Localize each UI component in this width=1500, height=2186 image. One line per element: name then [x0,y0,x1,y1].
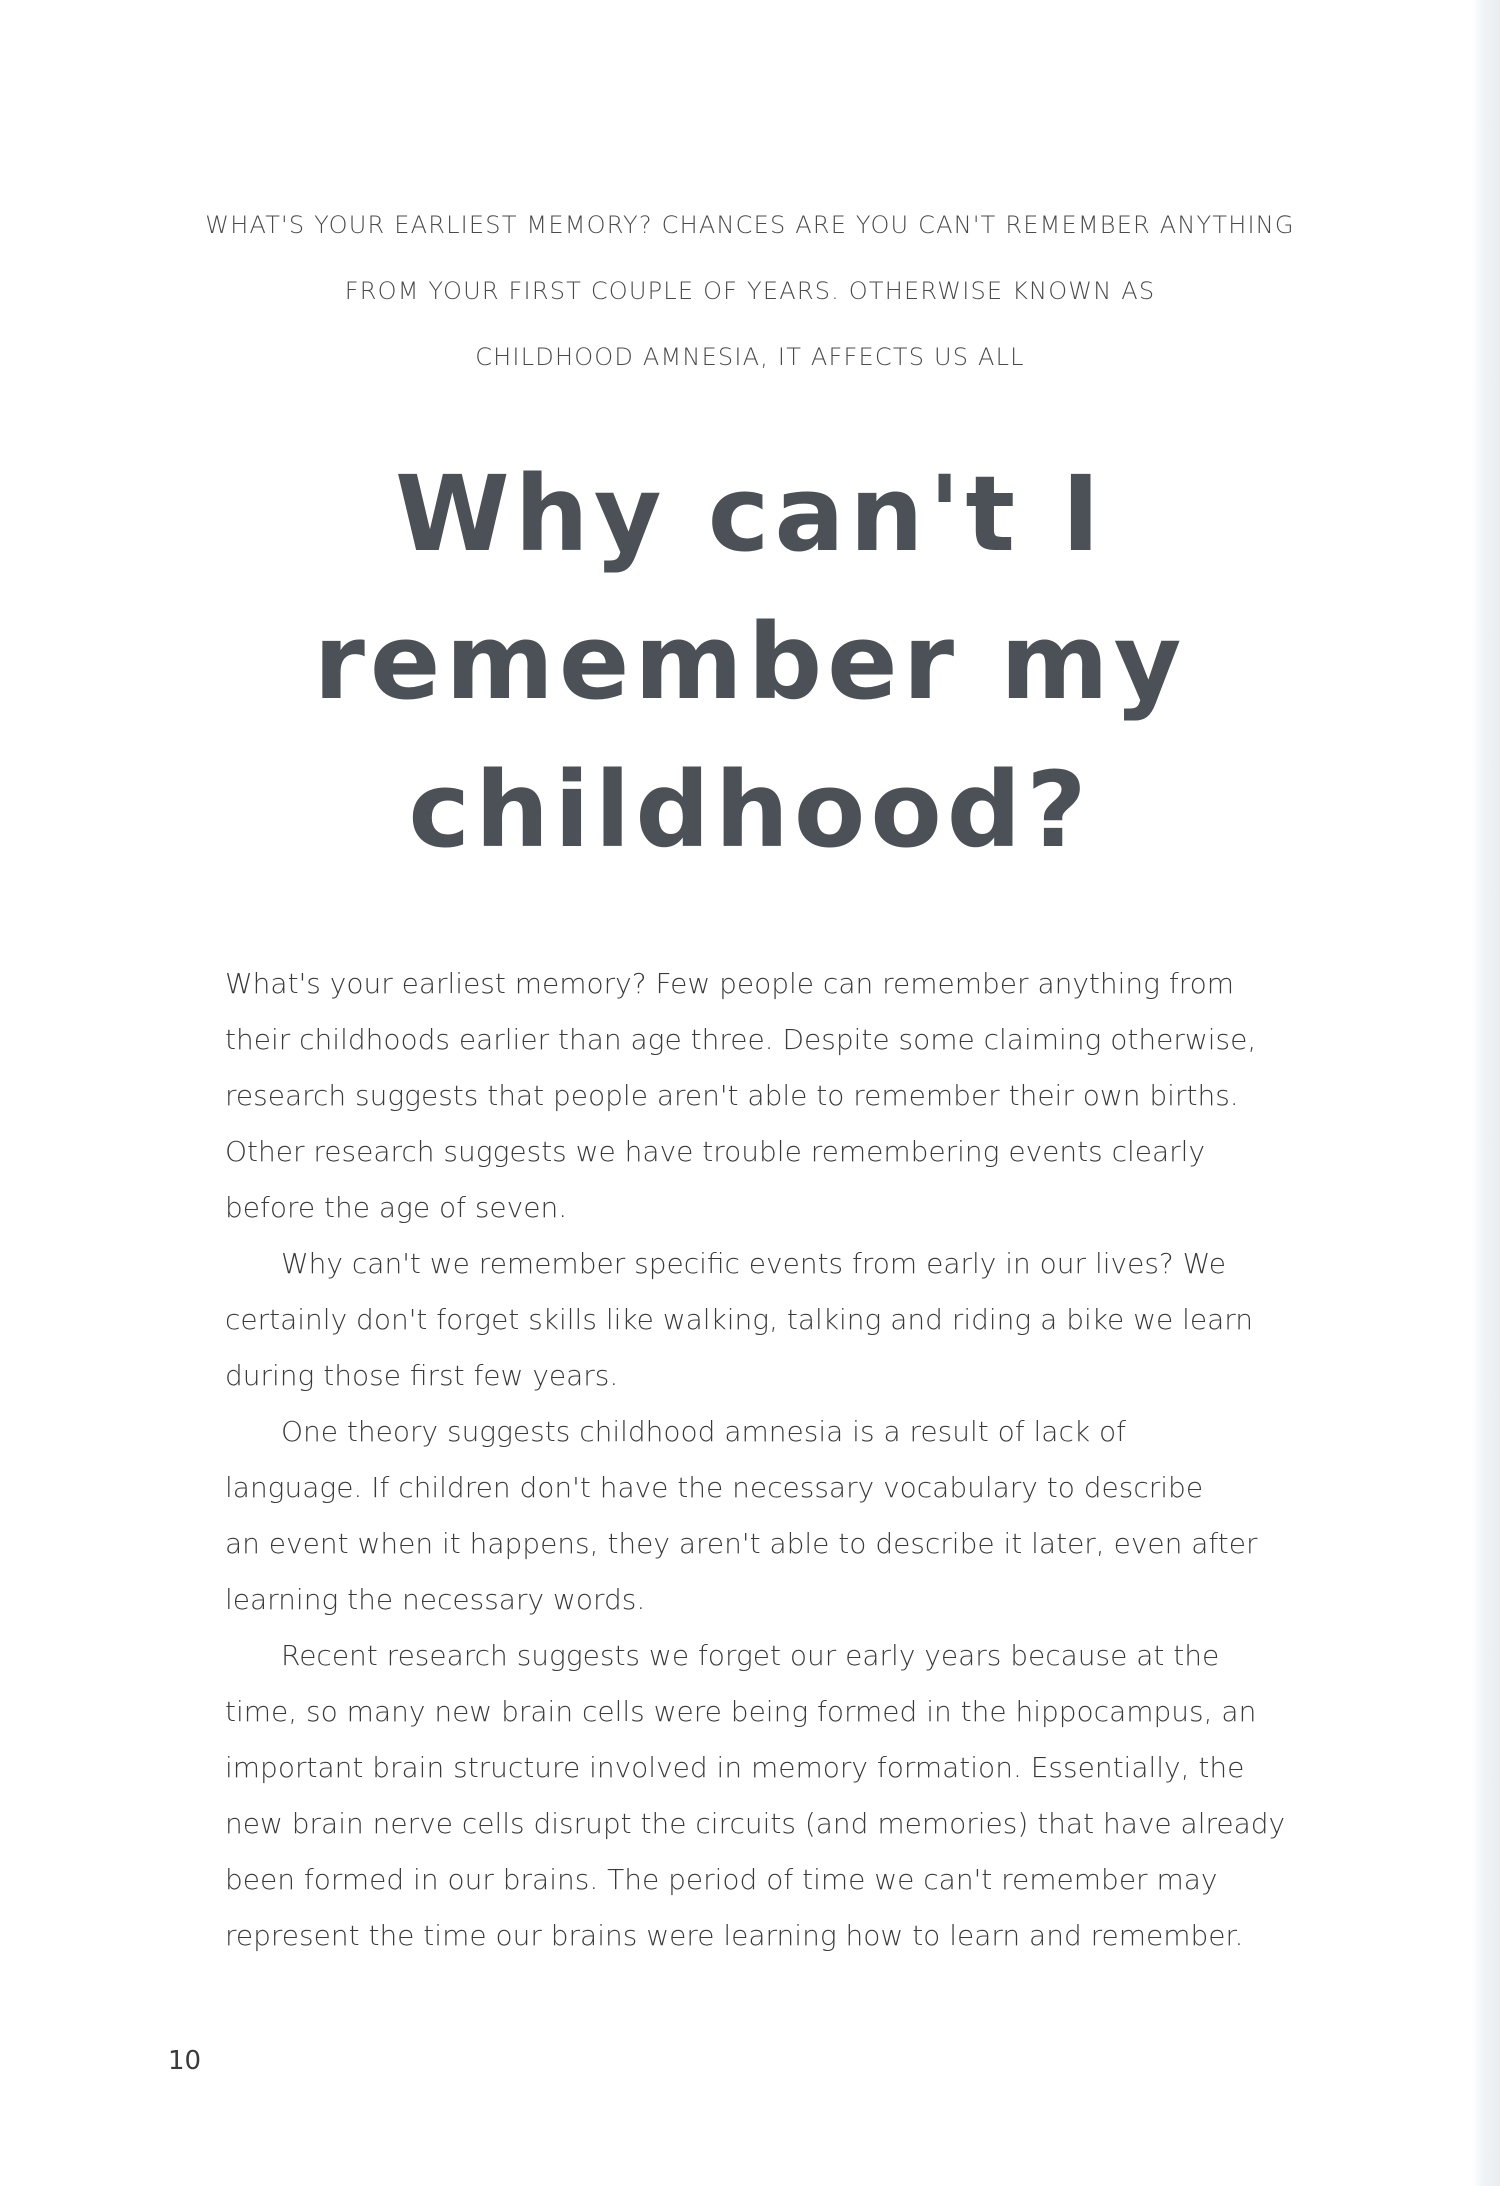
intro-standfirst [150,192,1350,390]
text-line: Other research suggests we have trouble remembering events clearly [225,1135,1206,1168]
text-line: during those first few years. [225,1359,619,1392]
text-line: research suggests that people aren't able to remember their own births. [225,1079,1239,1112]
paragraph-4 [225,1628,1305,1964]
text-line: Why can't we remember specific events from early in our lives? We [281,1247,1226,1280]
text-line: important brain structure involved in memory formation. Essentially, the [225,1751,1245,1784]
text-line: One theory suggests childhood amnesia is a result of lack of [281,1415,1126,1448]
intro-line: FROM YOUR FIRST COUPLE OF YEARS. OTHERWISE KNOWN AS [344,277,1156,305]
page-edge-shadow [1472,0,1500,2186]
page-number: 10 [168,2046,202,2076]
intro-line: WHAT'S YOUR EARLIEST MEMORY? CHANCES ARE YOU CAN'T REMEMBER ANYTHING [205,211,1295,239]
text-line: Recent research suggests we forget our early years because at the [281,1639,1220,1672]
text-line: time, so many new brain cells were being formed in the hippocampus, an [225,1695,1257,1728]
text-line: before the age of seven. [225,1191,568,1224]
article-body [225,956,1305,1964]
paragraph-2 [225,1236,1305,1404]
title-line: Why can't I [394,453,1106,575]
text-line: language. If children don't have the necessary vocabulary to describe [225,1471,1204,1504]
paragraph-3 [225,1404,1305,1628]
intro-line: CHILDHOOD AMNESIA, IT AFFECTS US ALL [475,343,1025,371]
text-line: an event when it happens, they aren't able to describe it later, even after [225,1527,1258,1560]
page-title [150,440,1350,884]
text-line: represent the time our brains were learning how to learn and remember. [225,1919,1244,1952]
text-line: their childhoods earlier than age three. Despite some claiming otherwise, [225,1023,1257,1056]
title-line: childhood? [408,749,1092,871]
text-line: certainly don't forget skills like walking, talking and riding a bike we learn [225,1303,1254,1336]
paragraph-1 [225,956,1305,1236]
title-line: remember my [313,601,1187,723]
text-line: new brain nerve cells disrupt the circuits (and memories) that have already [225,1807,1286,1840]
text-line: learning the necessary words. [225,1583,646,1616]
text-line: What's your earliest memory? Few people can remember anything from [225,967,1235,1000]
text-line: been formed in our brains. The period of time we can't remember may [225,1863,1218,1896]
